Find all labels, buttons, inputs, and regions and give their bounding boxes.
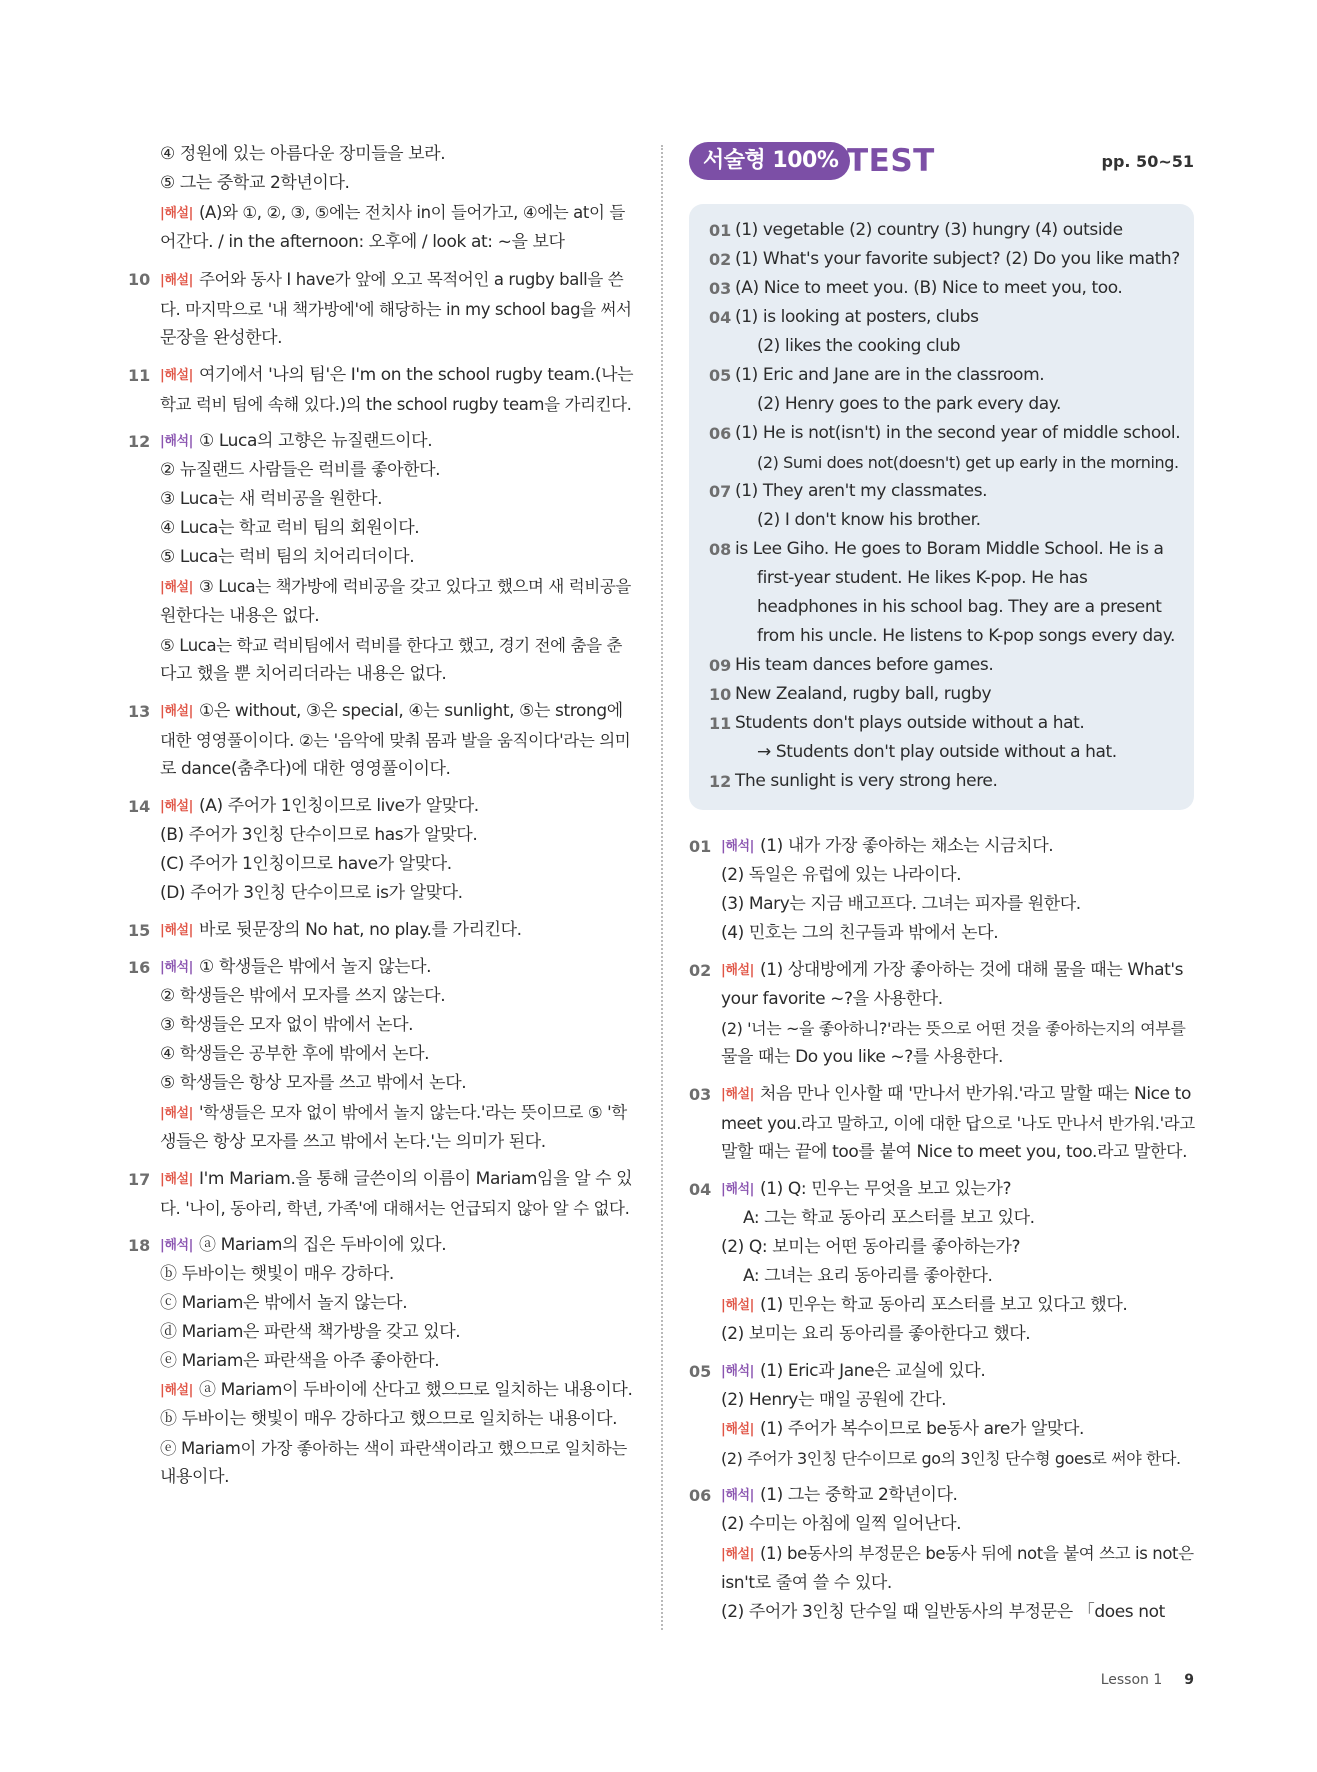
text-line [721,1444,1194,1473]
solution-tag: |해설| [160,273,194,288]
line-text: 생들은 항상 모자를 쓰고 밖에서 논다.'는 의미가 된다. [160,1132,546,1152]
text-line [160,198,634,228]
answers-entry [709,680,1180,709]
line-text: (2) Sumi does not(doesn't) get up early in the morning. [757,453,1179,472]
line-text: first-year student. He likes K-pop. He has [757,568,1088,588]
item-number: 03 [689,1085,712,1104]
text-line [721,985,1194,1014]
text-line [160,602,634,631]
text-line [735,245,1180,274]
text-line [735,651,1180,680]
section-header [689,140,1194,186]
text-line [160,697,634,726]
section-title-pill: 서술형 100% [689,142,850,180]
text-line [735,593,1180,622]
line-text: ⓓ Mariam은 파란색 책가방을 갖고 있다. [160,1322,461,1342]
line-text: (1) 주어가 복수이므로 be동사 are가 알맞다. [760,1419,1084,1439]
item-number: 17 [128,1170,151,1189]
text-line [721,1175,1194,1204]
left-column [128,140,634,1500]
solution-tag: |해설| [721,1298,755,1313]
line-text: 바로 뒷문장의 No hat, no play.를 가리킨다. [199,920,522,940]
line-text: (1) vegetable (2) country (3) hungry (4) outside [735,220,1123,240]
text-line [735,419,1180,448]
line-text: The sunlight is very strong here. [735,771,998,791]
text-line [160,485,634,514]
line-text: (1) 상대방에게 가장 좋아하는 것에 대해 물을 때는 What's [760,960,1184,980]
text-line [160,982,634,1011]
line-text: 내용이다. [160,1467,230,1487]
text-line [721,1386,1194,1415]
line-text: (2) Henry goes to the park every day. [757,394,1061,414]
item-number: 03 [709,279,732,298]
text-line [721,1481,1194,1510]
text-line [160,1011,634,1040]
text-line [160,631,634,660]
translation-tag: |해석| [160,960,194,975]
solution-tag: |해설| [160,1106,194,1121]
text-line [721,919,1194,948]
text-line [160,1128,634,1157]
answers-entry [709,535,1180,651]
translation-tag: |해석| [160,1238,194,1253]
text-line [735,332,1180,361]
page-range: pp. 50~51 [1101,152,1194,171]
answers-entry [709,361,1180,419]
text-line [735,709,1180,738]
text-line [721,1598,1194,1627]
line-text: ③ Luca는 책가방에 럭비공을 갖고 있다고 했으며 새 럭비공을 [199,577,631,596]
text-line [735,448,1180,477]
left-entry [128,1165,634,1223]
line-text: ⓒ Mariam은 밖에서 놀지 않는다. [160,1293,408,1313]
line-text: ① Luca의 고향은 뉴질랜드이다. [199,431,433,451]
text-line [160,660,634,689]
text-line [160,953,634,982]
solution-tag: |해설| [160,580,194,595]
left-entry [128,361,634,419]
line-text: I'm Mariam.을 통해 글쓴이의 이름이 Mariam임을 알 수 있 [199,1169,633,1189]
solution-tag: |해설| [721,1087,755,1102]
item-number: 10 [709,685,732,704]
line-text: A: 그는 학교 동아리 포스터를 보고 있다. [743,1208,1035,1228]
item-number: 12 [128,432,151,451]
line-text: headphones in his school bag. They are a present [757,597,1162,617]
translation-tag: |해석| [721,1488,755,1503]
line-text: 다고 했을 뿐 치어리더라는 내용은 없다. [160,664,447,684]
text-line [721,1109,1194,1138]
answers-entry [709,419,1180,477]
item-number: 15 [128,921,151,940]
line-text: (1) 내가 가장 좋아하는 채소는 시금치다. [760,836,1054,856]
text-line [160,361,634,390]
line-text: (2) '너는 ~을 좋아하니?'라는 뜻으로 어떤 것을 좋아하는지의 여부를 [721,1019,1186,1038]
line-text: ⓑ 두바이는 햇빛이 매우 강하다. [160,1264,394,1284]
line-text: (A) 주어가 1인칭이므로 live가 알맞다. [199,796,479,816]
line-text: (1) They aren't my classmates. [735,481,988,501]
line-text: ② 학생들은 밖에서 모자를 쓰지 않는다. [160,986,446,1006]
text-line [721,1080,1194,1109]
solution-tag: |해설| [160,206,194,221]
solution-tag: |해설| [160,1383,194,1398]
line-text: '학생들은 모자 없이 밖에서 놀지 않는다.'라는 뜻이므로 ⑤ '학 [199,1103,627,1122]
line-text: is Lee Giho. He goes to Boram Middle School. He is a [735,539,1164,559]
line-text: ⓐ Mariam의 집은 두바이에 있다. [199,1235,447,1255]
item-number: 05 [709,366,732,385]
text-line [735,390,1180,419]
text-line [735,564,1180,593]
text-line [735,506,1180,535]
text-line [160,821,634,850]
text-line [160,1434,634,1463]
line-text: your favorite ~?을 사용한다. [721,989,943,1009]
text-line [721,956,1194,985]
explanations-entry [689,1175,1194,1349]
text-line [160,390,634,419]
answers-entry [709,274,1180,303]
left-entry [128,953,634,1157]
item-number: 12 [709,772,732,791]
solution-tag: |해설| [160,368,194,383]
item-number: 16 [128,958,151,977]
item-number: 04 [709,308,732,327]
text-line [735,274,1180,303]
line-text: ② 뉴질랜드 사람들은 럭비를 좋아한다. [160,460,441,480]
item-number: 11 [709,714,732,733]
item-number: 06 [709,424,732,443]
line-text: meet you.라고 말하고, 이에 대한 답으로 '나도 만나서 반가워.'라고 [721,1114,1195,1133]
text-line [160,228,634,257]
left-entry [128,427,634,689]
text-line [735,680,1180,709]
line-text: (2) I don't know his brother. [757,510,981,530]
line-text: 주어와 동사 I have가 앞에 오고 목적어인 a rugby ball을 쓴 [199,270,624,289]
line-text: 다. '나이, 동아리, 학년, 가족'에 대해서는 언급되지 않아 알 수 없다. [160,1199,630,1218]
left-entry [128,140,634,257]
line-text: ④ 학생들은 공부한 후에 밖에서 논다. [160,1044,430,1064]
line-text: ⑤ 그는 중학교 2학년이다. [160,173,350,193]
line-text: (D) 주어가 3인칭 단수이므로 is가 알맞다. [160,883,463,903]
text-line [735,303,1180,332]
line-text: (1) What's your favorite subject? (2) Do you like math? [735,249,1180,269]
line-text: ⑤ Luca는 학교 럭비팀에서 럭비를 한다고 했고, 경기 전에 춤을 춘 [160,636,623,655]
line-text: 물을 때는 Do you like ~?를 사용한다. [721,1047,1003,1067]
left-entry [128,697,634,784]
text-line [735,622,1180,651]
item-number: 04 [689,1180,712,1199]
line-text: (2) Henry는 매일 공원에 간다. [721,1390,947,1410]
answer-box [689,204,1194,810]
item-number: 11 [128,366,151,385]
line-text: ⓑ 두바이는 햇빛이 매우 강하다고 했으므로 일치하는 내용이다. [160,1409,618,1429]
text-line [160,324,634,353]
line-text: Students don't plays outside without a hat. [735,713,1085,733]
text-line [160,1405,634,1434]
line-text: ① 학생들은 밖에서 놀지 않는다. [199,957,432,977]
line-text: (2) 수미는 아침에 일찍 일어난다. [721,1514,962,1534]
line-text: ④ 정원에 있는 아름다운 장미들을 보라. [160,144,446,164]
lesson-label: Lesson 1 [1100,1672,1163,1688]
line-text: from his uncle. He listens to K-pop songs every day. [757,626,1176,646]
answers-entry [709,477,1180,535]
line-text: (1) Q: 민우는 무엇을 보고 있는가? [760,1179,1012,1199]
item-number: 14 [128,797,151,816]
line-text: ⑤ Luca는 럭비 팀의 치어리더이다. [160,547,415,567]
solution-tag: |해설| [160,1172,194,1187]
line-text: (1) be동사의 부정문은 be동사 뒤에 not을 붙여 쓰고 is not은 [760,1544,1194,1563]
text-line [160,916,634,945]
text-line [721,890,1194,919]
translation-tag: |해석| [721,1182,755,1197]
text-line [160,1376,634,1405]
item-number: 01 [689,837,712,856]
line-text: isn't로 줄여 쓸 수 있다. [721,1573,892,1593]
line-text: 학교 럭비 팀에 속해 있다.)의 the school rugby team을 가리킨다. [160,395,632,414]
text-line [160,265,634,295]
solution-tag: |해설| [160,704,194,719]
text-line [160,514,634,543]
text-line [721,1415,1194,1444]
line-text: (1) 그는 중학교 2학년이다. [760,1485,958,1505]
answers-entry [709,767,1180,796]
answers-entry [709,651,1180,680]
text-line [160,456,634,485]
solution-tag: |해설| [160,923,194,938]
line-text: (1) 민우는 학교 동아리 포스터를 보고 있다고 했다. [760,1295,1128,1315]
line-text: ⓔ Mariam은 파란색을 아주 좋아한다. [160,1351,440,1371]
line-text: 대한 영영풀이이다. ②는 '음악에 맞춰 몸과 발을 움직이다'라는 의미 [160,731,631,750]
text-line [160,1098,634,1128]
text-line [160,1347,634,1376]
text-line [721,861,1194,890]
answers-entry [709,303,1180,361]
text-line [721,1014,1194,1043]
text-line [160,543,634,572]
line-text: (A)와 ①, ②, ③, ⑤에는 전치사 in이 들어가고, ④에는 at이 들 [199,203,625,222]
text-line [160,850,634,879]
text-line [721,1233,1194,1262]
left-entry [128,1231,634,1492]
line-text: (2) likes the cooking club [757,336,961,356]
text-line [735,216,1180,245]
explanations-entry [689,1080,1194,1167]
translation-tag: |해석| [721,839,755,854]
line-text: (1) Eric and Jane are in the classroom. [735,365,1045,385]
translation-tag: |해석| [721,1364,755,1379]
line-text: His team dances before games. [735,655,994,675]
text-line [735,361,1180,390]
line-text: (1) Eric과 Jane은 교실에 있다. [760,1361,986,1381]
line-text: (B) 주어가 3인칭 단수이므로 has가 알맞다. [160,825,478,845]
text-line [160,1463,634,1492]
line-text: (A) Nice to meet you. (B) Nice to meet you, too. [735,278,1123,298]
solution-tag: |해설| [721,1422,755,1437]
text-line [160,1165,634,1194]
text-line [160,1289,634,1318]
line-text: (1) is looking at posters, clubs [735,307,979,327]
line-text: ⓔ Mariam이 가장 좋아하는 색이 파란색이라고 했으므로 일치하는 [160,1439,627,1458]
line-text: A: 그녀는 요리 동아리를 좋아한다. [743,1266,993,1286]
explanation-list [689,832,1194,1627]
line-text: ⑤ 학생들은 항상 모자를 쓰고 밖에서 논다. [160,1073,467,1093]
text-line [721,1138,1194,1167]
line-text: 다. 마지막으로 '내 책가방에'에 해당하는 in my school bag을 써서 [160,300,632,319]
text-line [160,1069,634,1098]
line-text: 문장을 완성한다. [160,328,283,348]
text-line [721,1510,1194,1539]
solution-tag: |해설| [721,1547,755,1562]
item-number: 13 [128,702,151,721]
text-line [721,1539,1194,1569]
text-line [721,1262,1194,1291]
explanations-entry [689,1357,1194,1473]
line-text: 어간다. / in the afternoon: 오후에 / look at: ~을 보다 [160,232,565,252]
item-number: 05 [689,1362,712,1381]
answers-entry [709,216,1180,245]
text-line [160,726,634,755]
page-number: 9 [1184,1672,1194,1688]
solution-tag: |해설| [721,963,755,978]
explanations-entry [689,956,1194,1072]
item-number: 06 [689,1486,712,1505]
text-line [721,1320,1194,1349]
translation-tag: |해석| [160,434,194,449]
item-number: 10 [128,270,151,289]
line-text: (2) 주어가 3인칭 단수일 때 일반동사의 부정문은 「does not [721,1602,1165,1622]
left-entry [128,265,634,353]
text-line [160,792,634,821]
text-line [160,1040,634,1069]
left-entry [128,792,634,908]
line-text: (2) 주어가 3인칭 단수이므로 go의 3인칭 단수형 goes로 써야 한다. [721,1449,1181,1468]
line-text: (1) He is not(isn't) in the second year of middle school. [735,423,1181,443]
line-text: 로 dance(춤추다)에 대한 영영풀이이다. [160,759,451,779]
answers-entry [709,709,1180,767]
line-text: (2) Q: 보미는 어떤 동아리를 좋아하는가? [721,1237,1021,1257]
section-title-test: TEST [847,143,935,179]
text-line [721,1569,1194,1598]
text-line [160,572,634,602]
solution-tag: |해설| [160,799,194,814]
line-text: 원한다는 내용은 없다. [160,606,320,626]
line-text: (4) 민호는 그의 친구들과 밖에서 논다. [721,923,999,943]
item-number: 01 [709,221,732,240]
left-entry [128,916,634,945]
item-number: 07 [709,482,732,501]
line-text: ⓐ Mariam이 두바이에 산다고 했으므로 일치하는 내용이다. [199,1380,633,1400]
line-text: 여기에서 '나의 팀'은 I'm on the school rugby team.(나는 [199,365,634,385]
line-text: ④ Luca는 학교 럭비 팀의 회원이다. [160,518,420,538]
page-footer [1101,1672,1194,1688]
text-line [735,738,1180,767]
line-text: (3) Mary는 지금 배고프다. 그녀는 피자를 원한다. [721,894,1081,914]
line-text: 말할 때는 끝에 too를 붙여 Nice to meet you, too.라고 말한다. [721,1142,1188,1162]
text-line [160,169,634,198]
right-column [689,140,1194,1635]
text-line [160,295,634,324]
text-line [160,879,634,908]
column-divider [661,145,663,1630]
answers-entry [709,245,1180,274]
line-text: New Zealand, rugby ball, rugby [735,684,992,704]
text-line [721,1291,1194,1320]
text-line [721,1204,1194,1233]
text-line [160,1260,634,1289]
text-line [735,477,1180,506]
text-line [160,140,634,169]
text-line [160,1318,634,1347]
line-text: ①은 without, ③은 special, ④는 sunlight, ⑤는 strong에 [199,701,623,721]
line-text: 처음 만나 인사할 때 '만나서 반가워.'라고 말할 때는 Nice to [760,1084,1191,1104]
line-text: ③ 학생들은 모자 없이 밖에서 논다. [160,1015,414,1035]
item-number: 09 [709,656,732,675]
line-text: → Students don't play outside without a hat. [757,742,1117,762]
line-text: (C) 주어가 1인칭이므로 have가 알맞다. [160,854,452,874]
text-line [721,1043,1194,1072]
text-line [160,1231,634,1260]
text-line [160,755,634,784]
text-line [160,427,634,456]
item-number: 02 [689,961,712,980]
item-number: 18 [128,1236,151,1255]
explanations-entry [689,1481,1194,1627]
text-line [721,832,1194,861]
line-text: ③ Luca는 새 럭비공을 원한다. [160,489,383,509]
item-number: 08 [709,540,732,559]
text-line [735,535,1180,564]
item-number: 02 [709,250,732,269]
line-text: (2) 독일은 유럽에 있는 나라이다. [721,865,962,885]
text-line [735,767,1180,796]
line-text: (2) 보미는 요리 동아리를 좋아한다고 했다. [721,1324,1031,1344]
text-line [160,1194,634,1223]
text-line [721,1357,1194,1386]
explanations-entry [689,832,1194,948]
